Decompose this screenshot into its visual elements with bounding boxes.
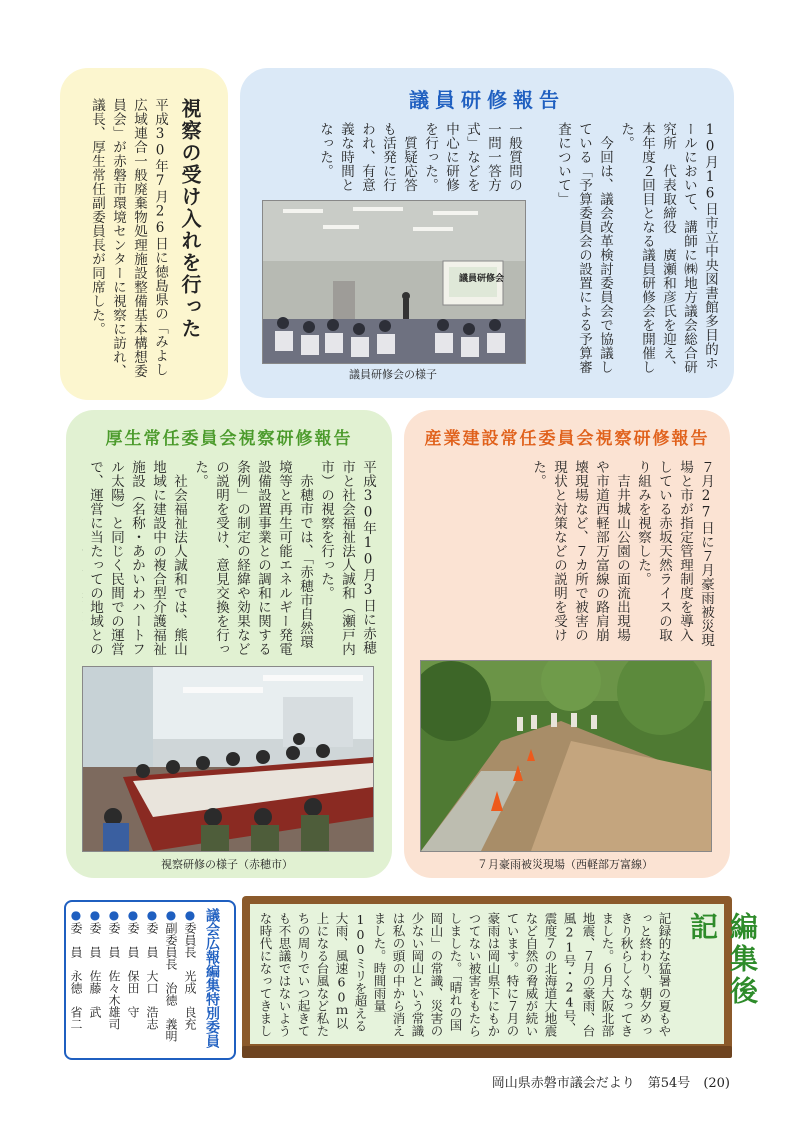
member-name: 佐藤 武 <box>88 970 102 1018</box>
training-body-bottom: 一般質問の一問一答方式」などを中心に研修を行った。 質疑応答も活発に行われ、有意義な時間となった。 <box>317 122 522 192</box>
member-role: 委 員 <box>126 922 140 958</box>
footer-issue: 第54号 <box>647 1076 691 1091</box>
inspection-body: 平成30年7月26日に徳島県の「みよし広域連合一般廃棄物処理施設整備基本構想委員会」が赤磐市環境センターに視察に訪れ、議長、厚生常任副委員長が同席した。 <box>89 98 168 378</box>
training-screen-label: 議員研修会 <box>459 274 505 284</box>
member-entry: ●委 員 大口 浩志 <box>145 908 159 1030</box>
member-role: 委 員 <box>145 922 159 958</box>
member-name: 永徳 省二 <box>69 970 83 1030</box>
member-name: 大口 浩志 <box>145 970 159 1030</box>
member-role: 委 員 <box>107 922 121 958</box>
member-role: 委 員 <box>69 922 83 958</box>
welfare-photo-caption: 視察研修の様子（赤穂市） <box>161 858 293 871</box>
industry-photo-caption: ７月豪雨被災現場（西軽部万富線） <box>477 858 653 871</box>
training-photo <box>262 200 526 364</box>
inspection-title: 視察の受け入れを行った <box>178 98 202 340</box>
member-role: 委員長 <box>183 922 197 958</box>
welfare-photo <box>82 666 374 852</box>
member-name: 治徳 義明 <box>164 982 178 1042</box>
member-entry: ●委員長 光成 良充 <box>183 908 197 1030</box>
training-photo-caption: 議員研修会の様子 <box>349 368 437 381</box>
member-name: 佐々木雄司 <box>107 970 121 1030</box>
member-entry: ●委 員 保田 守 <box>126 908 140 1018</box>
industry-title: 産業建設常任委員会視察研修報告 <box>424 429 710 449</box>
postscript-tray <box>242 1046 732 1058</box>
industry-photo <box>420 660 712 852</box>
landslide-site-photo <box>421 661 711 851</box>
training-body-top: 10月16日市立中央図書館多目的ホールにおいて、講師に㈱地方議会総合研究所 代表取締役 廣瀬和彦氏を迎え、本年度２回目となる議員研修会を開催した。 今回は、議会改革検討委員会で協議している「予算委員会の設置による予算審査について」 <box>555 122 718 374</box>
member-name: 保田 守 <box>126 970 140 1018</box>
footer-page-number: (20) <box>703 1076 730 1091</box>
member-entry: ●委 員 永徳 省二 <box>69 908 83 1030</box>
page-footer <box>420 1072 730 1091</box>
committee-title: 議会広報編集特別委員 <box>204 908 220 1048</box>
footer-publication: 岡山県赤磐市議会だより <box>491 1076 635 1091</box>
member-entry: ●委 員 佐藤 武 <box>88 908 102 1018</box>
inspection-meeting-photo <box>83 667 373 851</box>
member-entry: ●副委員長 治徳 義明 <box>164 908 178 1042</box>
postscript-title: 編集後記 <box>686 912 759 1008</box>
industry-body: ７月27日に７月豪雨被災現場と市が指定管理制度を導入している赤坂天然ライスの取り組みを視察した。 吉井城山公園の面流出現場や市道西軽部万富線の路肩崩壊現場など、７カ所で被害の現状と対策などの説明を受けた。 <box>530 460 714 647</box>
member-role: 委 員 <box>88 922 102 958</box>
committee-members <box>69 908 198 1050</box>
member-name: 光成 良充 <box>183 970 197 1030</box>
training-title: 議員研修報告 <box>409 88 565 112</box>
postscript-body: 記録的な猛暑の夏もやっと終わり、朝夕めっきり秋らしくなってきました。６月大阪北部地震、７月の豪雨、台風21号・24号、震度７の北海道大地震など自然の脅威が続いています。特に７月の豪雨は岡山県下にもかつてない被害をもたらしました。「晴れの国岡山」の常識、災害の少ない岡山という常識は私の頭の中から消えました。時間雨量100ミリを超える大雨、風速60ｍ以上になる台風など私たちの周りでいつ起きても不思議ではないような時代になってきまし <box>258 912 672 1037</box>
welfare-body: 平成30年10月3日に赤穂市と社会福祉法人誠和（瀬戸内市）の視察を行った。 赤穂市では、「赤穂市自然環境等と再生可能エネルギー発電設備設置事業との調和に関する条例」の制定の経緯や効果などの説明を受け、意見交換を行った。 社会福祉法人誠和では、熊山地域に建設中の複合型介護福祉施設（名称・あかいわハートフル太陽）と同じく民間での運営で、運営に当たっての地域との <box>87 460 376 656</box>
member-role: 副委員長 <box>164 922 178 970</box>
member-entry: ●委 員 佐々木雄司 <box>107 908 121 1030</box>
welfare-title: 厚生常任委員会視察研修報告 <box>105 429 353 449</box>
